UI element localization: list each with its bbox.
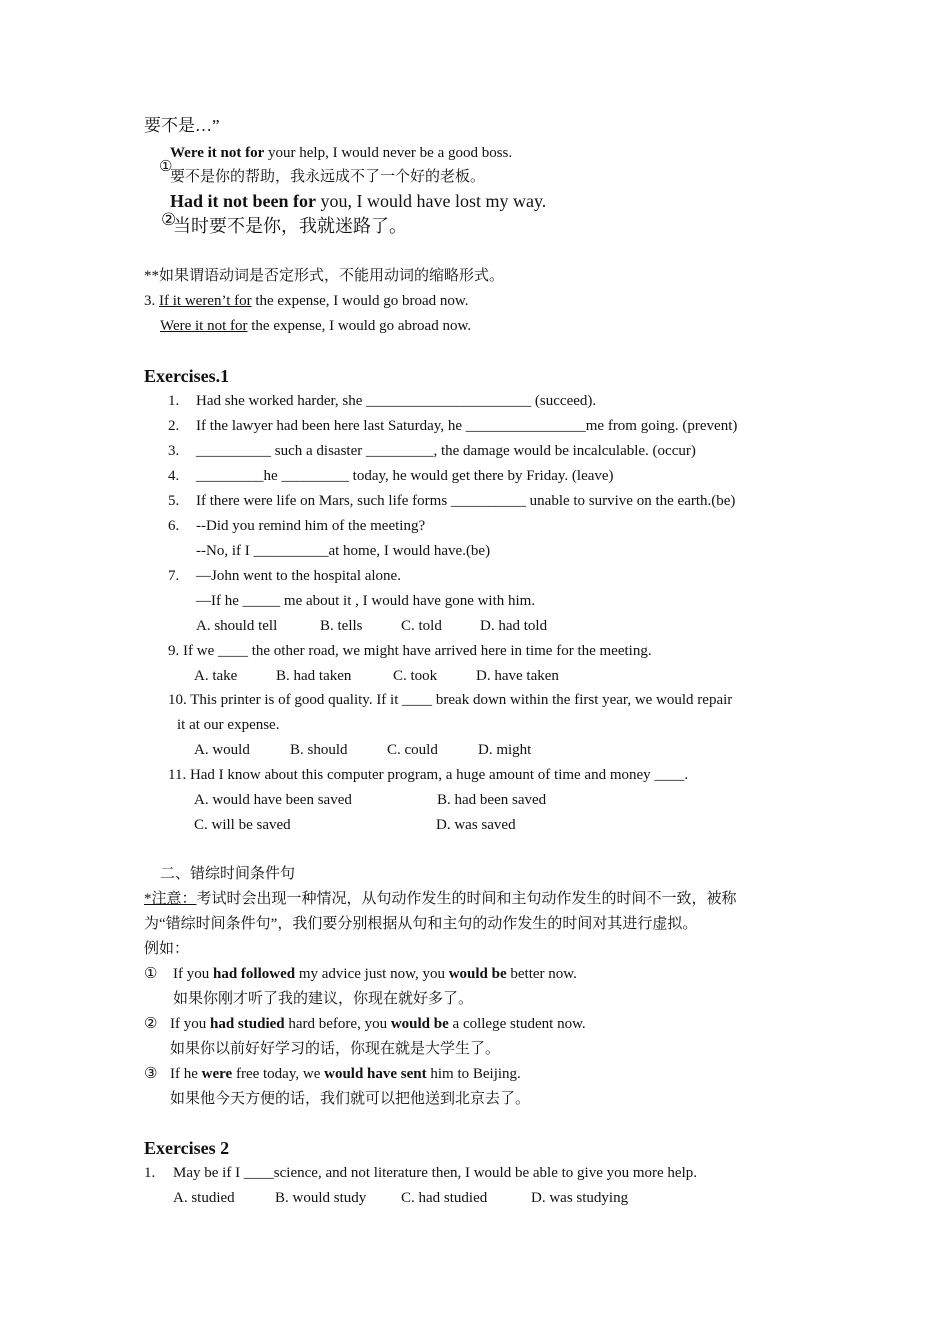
option: C. had studied bbox=[401, 1190, 488, 1206]
option: A. take bbox=[194, 668, 238, 684]
option: D. was studying bbox=[531, 1190, 629, 1206]
question-4: _________he _________ today, he would get there by Friday. (leave) bbox=[196, 468, 614, 484]
question-number: 1. bbox=[144, 1165, 156, 1181]
intro-item-3-correct: Were it not for the expense, I would go abroad now. bbox=[160, 318, 472, 334]
intro-example-2-text: Had it not been for you, I would have lost my way. bbox=[170, 191, 547, 211]
example-label: 例如： bbox=[144, 941, 190, 957]
section-2-note-line-2: 为“错综时间条件句”，我们要分别根据从句和主句的动作发生的时间对其进行虚拟。 bbox=[144, 916, 698, 932]
option: A. studied bbox=[173, 1190, 235, 1206]
option: C. took bbox=[393, 668, 438, 684]
option: A. should tell bbox=[196, 618, 278, 634]
option: C. told bbox=[401, 618, 442, 634]
question-3: __________ such a disaster _________, the damage would be incalculable. (occur) bbox=[196, 443, 696, 459]
intro-example-1 bbox=[144, 145, 172, 190]
bold-phrase: Were it not for bbox=[170, 145, 265, 161]
question-2: If the lawyer had been here last Saturday, he ________________me from going. (prevent) bbox=[196, 418, 738, 434]
question-6-line-1: --Did you remind him of the meeting? bbox=[196, 518, 426, 534]
note-label: *注意： bbox=[144, 891, 197, 907]
section-2-example-3: If he were free today, we would have sent him to Beijing. bbox=[170, 1066, 521, 1082]
intro-example-1-text: Were it not for your help, I would never be a good boss. bbox=[170, 145, 513, 161]
circled-number-icon: ② bbox=[161, 210, 177, 229]
intro-example-1-cn: 要不是你的帮助，我永远成不了一个好的老板。 bbox=[170, 169, 486, 185]
question-5: If there were life on Mars, such life forms __________ unable to survive on the earth.(be) bbox=[196, 493, 736, 509]
question-10-line-2: it at our expense. bbox=[177, 717, 280, 733]
option: D. had told bbox=[480, 618, 548, 634]
exercise-2-question-1: May be if I ____science, and not literature then, I would be able to give you more help. bbox=[173, 1165, 698, 1181]
section-2-note: *注意：考试时会出现一种情况，从句动作发生的时间和主句动作发生的时间不一致，被称 bbox=[144, 891, 737, 907]
question-number: 5. bbox=[168, 493, 180, 509]
question-11: 11. Had I know about this computer program, a huge amount of time and money ____. bbox=[168, 767, 689, 783]
option: D. have taken bbox=[476, 668, 559, 684]
intro-heading: 要不是…” bbox=[144, 116, 220, 135]
option: B. tells bbox=[320, 618, 363, 634]
option: D. might bbox=[478, 742, 532, 758]
question-7-line-2: —If he _____ me about it , I would have gone with him. bbox=[196, 593, 536, 609]
question-number: 2. bbox=[168, 418, 180, 434]
question-6-line-2: --No, if I __________at home, I would have.(be) bbox=[196, 543, 491, 559]
circled-number-icon: ③ bbox=[144, 1066, 158, 1082]
circled-number-icon: ① bbox=[144, 966, 158, 982]
question-number: 6. bbox=[168, 518, 180, 534]
question-number: 3. bbox=[168, 443, 180, 459]
question-9: 9. If we ____ the other road, we might have arrived here in time for the meeting. bbox=[168, 643, 652, 659]
intro-item-3: 3. If it weren’t for the expense, I would go broad now. bbox=[144, 293, 469, 309]
option: C. will be saved bbox=[194, 817, 291, 833]
section-2-example-2: If you had studied hard before, you would be a college student now. bbox=[170, 1016, 586, 1032]
section-2-heading: 二、错综时间条件句 bbox=[160, 866, 296, 882]
question-number: 4. bbox=[168, 468, 180, 484]
option: B. had taken bbox=[276, 668, 352, 684]
section-2-example-1-cn: 如果你刚才听了我的建议，你现在就好多了。 bbox=[173, 991, 474, 1007]
section-2-example-1: If you had followed my advice just now, you would be better now. bbox=[173, 966, 577, 982]
exercises-1-title: Exercises.1 bbox=[144, 366, 230, 386]
circled-number-icon: ② bbox=[144, 1016, 158, 1032]
option: D. was saved bbox=[436, 817, 516, 833]
section-2-example-2-cn: 如果你以前好好学习的话，你现在就是大学生了。 bbox=[170, 1041, 501, 1057]
option: A. would bbox=[194, 742, 250, 758]
question-1: Had she worked harder, she ______________________ (succeed). bbox=[196, 393, 597, 409]
option: B. had been saved bbox=[437, 792, 547, 808]
option: B. would study bbox=[275, 1190, 367, 1206]
exercises-2-title: Exercises 2 bbox=[144, 1138, 230, 1158]
option: C. could bbox=[387, 742, 438, 758]
option: B. should bbox=[290, 742, 348, 758]
bold-phrase: Had it not been for bbox=[170, 191, 316, 211]
intro-example-2-cn: 当时要不是你，我就迷路了。 bbox=[173, 216, 407, 236]
question-10-line-1: 10. This printer is of good quality. If it ____ break down within the first year, we would repair bbox=[168, 692, 733, 708]
intro-note: **如果谓语动词是否定形式，不能用动词的缩略形式。 bbox=[144, 268, 505, 284]
question-number: 1. bbox=[168, 393, 180, 409]
option: A. would have been saved bbox=[194, 792, 352, 808]
question-7-line-1: —John went to the hospital alone. bbox=[196, 568, 401, 584]
circled-number-icon: ① bbox=[159, 159, 173, 175]
question-number: 7. bbox=[168, 568, 180, 584]
section-2-example-3-cn: 如果他今天方便的话，我们就可以把他送到北京去了。 bbox=[170, 1091, 531, 1107]
